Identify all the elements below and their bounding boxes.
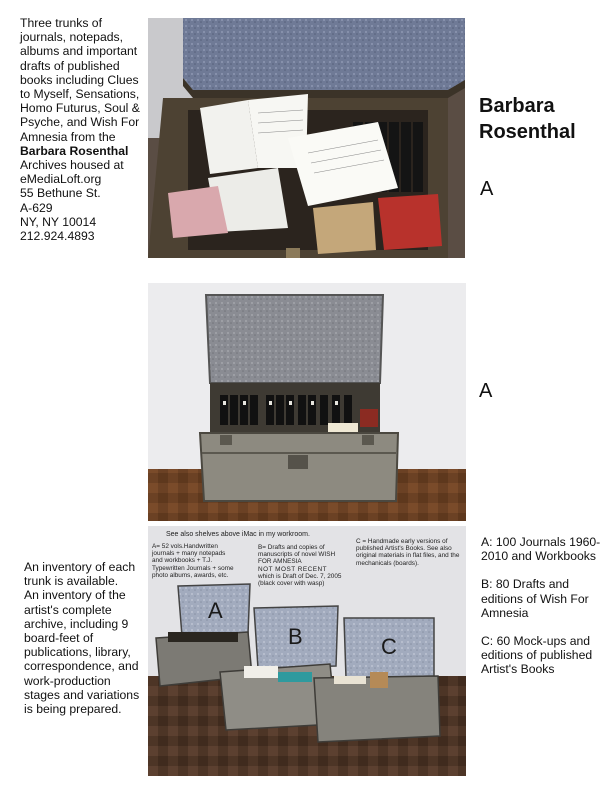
- photo-three-trunks: [148, 526, 466, 776]
- caption-trunk-c: C = Handmade early versions of published Artist's Books. See also original materials in flat files, and the mechanicals (boards).: [356, 538, 460, 567]
- inventory-text: [24, 560, 142, 716]
- artist-last-name: Rosenthal: [479, 121, 576, 143]
- photo-label-a-top: A: [480, 178, 494, 200]
- artist-first-name: Barbara: [479, 95, 555, 117]
- artist-heading: [479, 93, 576, 145]
- intro-unit: A-629: [20, 200, 53, 215]
- intro-artist-name: Barbara Rosenthal: [20, 143, 129, 158]
- inventory-each-trunk: An inventory of each trunk is available.: [24, 560, 136, 589]
- intro-description: Three trunks of journals, notepads, albums and important drafts of published books including Clues to Myself, Sensations, Homo Futurus, Soul & Psyche, and Wish For Amnesia from the: [20, 16, 140, 144]
- caption-b-draft-date: which is Draft of Dec. 7, 2005 (black cover with wasp): [258, 572, 342, 588]
- trunk-letter-b: B: [288, 624, 303, 649]
- legend-c: C: 60 Mock-ups and editions of published Artist's Books: [481, 634, 593, 677]
- trunk-letter-c: C: [381, 634, 397, 659]
- inventory-complete-archive: An inventory of the artist's complete archive, including 9 board-feet of publications, library, correspondence, and work-production stages and variations is being prepared.: [24, 588, 140, 717]
- intro-city: NY, NY 10014: [20, 214, 97, 229]
- photo-trunk-top-view: [148, 18, 465, 258]
- trunk-legend: [481, 535, 606, 691]
- intro-street: 55 Bethune St.: [20, 186, 101, 201]
- caption-trunk-a: A= 52 vols.Handwritten journals + many notepads and workbooks + T.J. Typewritten Journals + some photo albums, awards, etc.: [152, 543, 234, 579]
- caption-b-drafts: B= Drafts and copies of manuscripts of novel WISH FOR AMNESIA: [258, 544, 336, 566]
- legend-b: B: 80 Drafts and editions of Wish For Amnesia: [481, 577, 589, 620]
- caption-trunk-b: [258, 544, 348, 587]
- intro-phone: 212.924.4893: [20, 229, 95, 244]
- trunk-letter-a: A: [208, 598, 223, 623]
- legend-a: A: 100 Journals 1960-2010 and Workbooks: [481, 535, 601, 564]
- intro-site: eMediaLoft.org: [20, 172, 102, 187]
- intro-archives: Archives housed at: [20, 158, 124, 173]
- photo-label-a-middle: A: [479, 380, 493, 402]
- photo-trunk-front-view: [148, 283, 466, 521]
- caption-b-not-recent: NOT MOST RECENT: [258, 565, 328, 573]
- intro-text: [20, 16, 142, 243]
- caption-see-also: See also shelves above iMac in my workroom.: [166, 531, 310, 538]
